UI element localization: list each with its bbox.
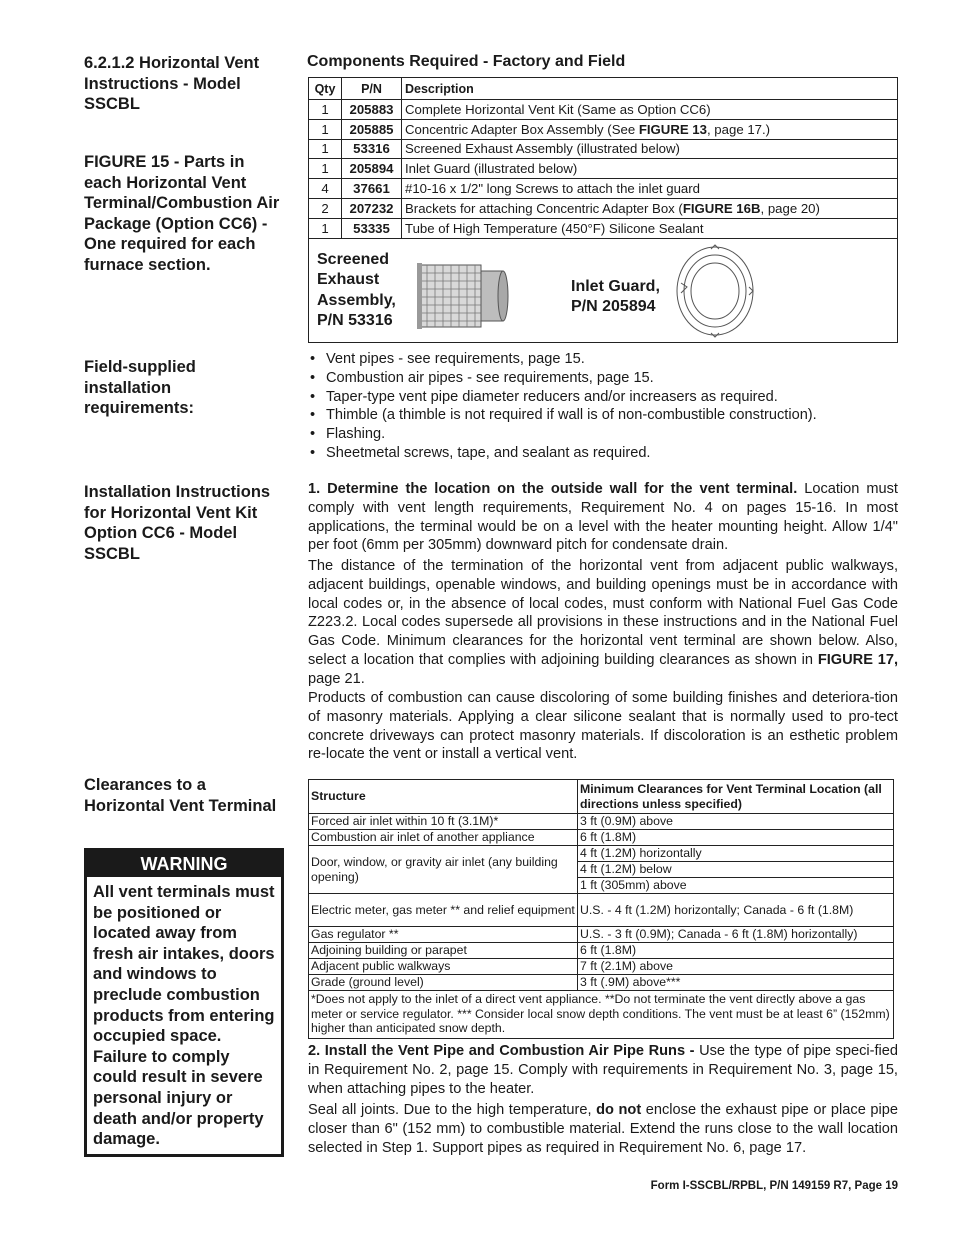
emphasis-text: do not <box>596 1102 642 1118</box>
step2-paragraph <box>308 1042 898 1098</box>
description-text: , page 17.) <box>706 121 771 137</box>
header-structure: Structure <box>309 780 578 814</box>
table-row <box>309 814 894 830</box>
table-row <box>309 198 898 218</box>
description-text: , page 20) <box>760 200 820 216</box>
clearance-cell: 7 ft (2.1M) above <box>578 959 894 975</box>
table-row <box>309 830 894 846</box>
field-supplied-heading: Field-supplied installation requirements: <box>84 358 196 417</box>
qty-cell: 1 <box>309 218 342 238</box>
figure-reference: FIGURE 17, <box>817 651 898 668</box>
paragraph-text: enclose the exhaust pipe or place pipe closer than 6" (152 mm) to combustible material. Extend the runs close to the wall location selected in Step 1. Support pipes as required in Requirement No. 6, page 17. <box>308 1102 898 1156</box>
description-cell <box>402 198 898 218</box>
clearance-cell: 1 ft (305mm) above <box>578 878 894 894</box>
description-cell: Complete Horizontal Vent Kit (Same as Option CC6) <box>402 100 898 120</box>
pn-cell: 37661 <box>342 179 402 199</box>
step1-text: Location must comply with vent length requirements, Requirement No. 4 on pages 15-16. In most applications, the terminal would be on a level with the heater mounting height. Allow 1/4" per foot (6mm per 305mm) downward pitch for condensate drain. <box>308 481 898 554</box>
clearances-table <box>308 779 894 1039</box>
parts-illustration-panel <box>308 239 898 343</box>
description-text: Brackets for attaching Concentric Adapter Box ( <box>405 200 683 216</box>
list-item: • Flashing. <box>308 425 898 444</box>
structure-cell: Combustion air inlet of another appliance <box>309 830 578 846</box>
components-table <box>308 77 898 239</box>
clearance-cell: 3 ft (.9M) above*** <box>578 975 894 991</box>
step1-paragraph-3: Products of combustion can cause discoloring of some building finishes and deteriora-tion of masonry materials. Applying a clear silicone sealant that is normally used to pro-tect concrete driveways can protect masonry materials. If discoloration is an esthetic problem re-locate the vent or install a vertical vent. <box>308 690 898 763</box>
list-item: • Taper-type vent pipe diameter reducers and/or increasers as required. <box>308 388 898 407</box>
structure-cell: Grade (ground level) <box>309 975 578 991</box>
description-cell: Inlet Guard (illustrated below) <box>402 159 898 179</box>
pn-cell: 53316 <box>342 139 402 159</box>
step1-paragraph <box>308 480 898 555</box>
clearance-cell: 4 ft (1.2M) horizontally <box>578 846 894 862</box>
components-heading: Components Required - Factory and Field <box>307 53 626 70</box>
warning-title: WARNING <box>87 851 281 877</box>
description-cell: Screened Exhaust Assembly (illustrated below) <box>402 139 898 159</box>
clearance-cell: U.S. - 3 ft (0.9M); Canada - 6 ft (1.8M) horizontally) <box>578 927 894 943</box>
qty-cell: 1 <box>309 139 342 159</box>
pn-cell: 53335 <box>342 218 402 238</box>
inlet-guard-label: Inlet Guard, P/N 205894 <box>571 277 660 316</box>
qty-cell: 1 <box>309 119 342 139</box>
step2-paragraph-2 <box>308 1101 898 1157</box>
components-table-wrap <box>308 77 898 343</box>
pn-cell: 205885 <box>342 119 402 139</box>
figure-caption: FIGURE 15 - Parts in each Horizontal Vent Terminal/Combustion Air Package (Option CC6) - One required for each furnace section. <box>84 153 280 274</box>
step1-paragraph-2 <box>308 557 898 689</box>
clearance-cell: 6 ft (1.8M) <box>578 830 894 846</box>
structure-cell: Door, window, or gravity air inlet (any building opening) <box>309 846 578 894</box>
clearances-heading: Clearances to a Horizontal Vent Terminal <box>84 776 277 815</box>
structure-cell: Adjoining building or parapet <box>309 943 578 959</box>
clearances-header-row <box>309 780 894 814</box>
header-min-clearances: Minimum Clearances for Vent Terminal Location (all directions unless specified) <box>578 780 894 814</box>
warning-box <box>84 848 284 1157</box>
screened-exhaust-label: Screened Exhaust Assembly, P/N 53316 <box>317 250 396 330</box>
inlet-guard-image <box>673 243 757 339</box>
header-pn: P/N <box>342 78 402 100</box>
header-qty: Qty <box>309 78 342 100</box>
clearances-table-wrap <box>308 779 894 1039</box>
table-row <box>309 943 894 959</box>
qty-cell: 1 <box>309 159 342 179</box>
paragraph-text: page 21. <box>308 670 365 687</box>
clearances-footnote: *Does not apply to the inlet of a direct vent appliance. **Do not terminate the vent directly above a gas meter or service regulator. *** Consider local snow depth conditions. The vent must be at least 6” (152mm) higher than anticipated snow depth. <box>309 991 894 1039</box>
description-cell: #10-16 x 1/2" long Screws to attach the inlet guard <box>402 179 898 199</box>
clearance-cell: 6 ft (1.8M) <box>578 943 894 959</box>
table-row <box>309 139 898 159</box>
table-row <box>309 927 894 943</box>
structure-cell: Gas regulator ** <box>309 927 578 943</box>
header-description: Description <box>402 78 898 100</box>
list-item: • Vent pipes - see requirements, page 15. <box>308 350 898 369</box>
page-footer: Form I-SSCBL/RPBL, P/N 149159 R7, Page 19 <box>650 1180 898 1192</box>
table-row <box>309 846 894 862</box>
qty-cell: 4 <box>309 179 342 199</box>
pn-cell: 207232 <box>342 198 402 218</box>
figure-reference: FIGURE 13 <box>638 121 707 137</box>
step1-lead: 1. Determine the location on the outside wall for the vent terminal. <box>308 481 798 497</box>
description-cell <box>402 119 898 139</box>
description-cell: Tube of High Temperature (450°F) Silicone Sealant <box>402 218 898 238</box>
screened-exhaust-assembly-image <box>417 259 513 333</box>
table-row <box>309 119 898 139</box>
clearance-cell: 3 ft (0.9M) above <box>578 814 894 830</box>
structure-cell: Electric meter, gas meter ** and relief equipment <box>309 894 578 927</box>
footnote-row <box>309 991 894 1039</box>
paragraph-text: The distance of the termination of the horizontal vent from adjacent public walkways, adjacent buildings, openable windows, and building openings must be in accordance with local codes or, in the absence of local codes, must conform with National Fuel Gas Code Z223.2. Local codes supersede all provisions in these instructions and in the National Fuel Gas Code. Minimum clearances for the horizontal vent terminal are shown below. Also, select a location that complies with adjoining building clearances as shown in <box>308 558 898 668</box>
warning-text: All vent terminals must be positioned or located away from fresh air intakes, doors and windows to preclude combustion products from entering occupied space. Failure to comply could result in severe personal injury or death and/or property damage. <box>93 883 275 1149</box>
step2-text: Use the type of pipe speci-fied in Requirement No. 2, page 15. Comply with requirements in Requirement No. 3, page 15, when attaching pipes to the heater. <box>308 1043 898 1097</box>
structure-cell: Forced air inlet within 10 ft (3.1M)* <box>309 814 578 830</box>
qty-cell: 1 <box>309 100 342 120</box>
structure-cell: Adjacent public walkways <box>309 959 578 975</box>
pn-cell: 205883 <box>342 100 402 120</box>
components-header-row <box>309 78 898 100</box>
pn-cell: 205894 <box>342 159 402 179</box>
list-item: • Combustion air pipes - see requirements, page 15. <box>308 369 898 388</box>
table-row <box>309 179 898 199</box>
description-text: Concentric Adapter Box Assembly (See <box>405 121 639 137</box>
field-supplied-list <box>308 350 898 463</box>
paragraph-text: Seal all joints. Due to the high temperature, <box>308 1102 597 1118</box>
table-row <box>309 218 898 238</box>
table-row <box>309 100 898 120</box>
qty-cell: 2 <box>309 198 342 218</box>
figure-reference: FIGURE 16B <box>682 200 761 216</box>
step2-lead: 2. Install the Vent Pipe and Combustion Air Pipe Runs - <box>308 1043 695 1059</box>
clearance-cell: U.S. - 4 ft (1.2M) horizontally; Canada - 6 ft (1.8M) <box>578 894 894 927</box>
install-instructions-heading: Installation Instructions for Horizontal Vent Kit Option CC6 - Model SSCBL <box>84 483 271 563</box>
table-row <box>309 894 894 927</box>
table-row <box>309 975 894 991</box>
list-item: • Thimble (a thimble is not required if wall is of non-combustible construction). <box>308 406 898 425</box>
table-row <box>309 959 894 975</box>
list-item: • Sheetmetal screws, tape, and sealant as required. <box>308 444 898 463</box>
section-title: 6.2.1.2 Horizontal Vent Instructions - Model SSCBL <box>84 54 260 113</box>
table-row <box>309 159 898 179</box>
clearance-cell: 4 ft (1.2M) below <box>578 862 894 878</box>
